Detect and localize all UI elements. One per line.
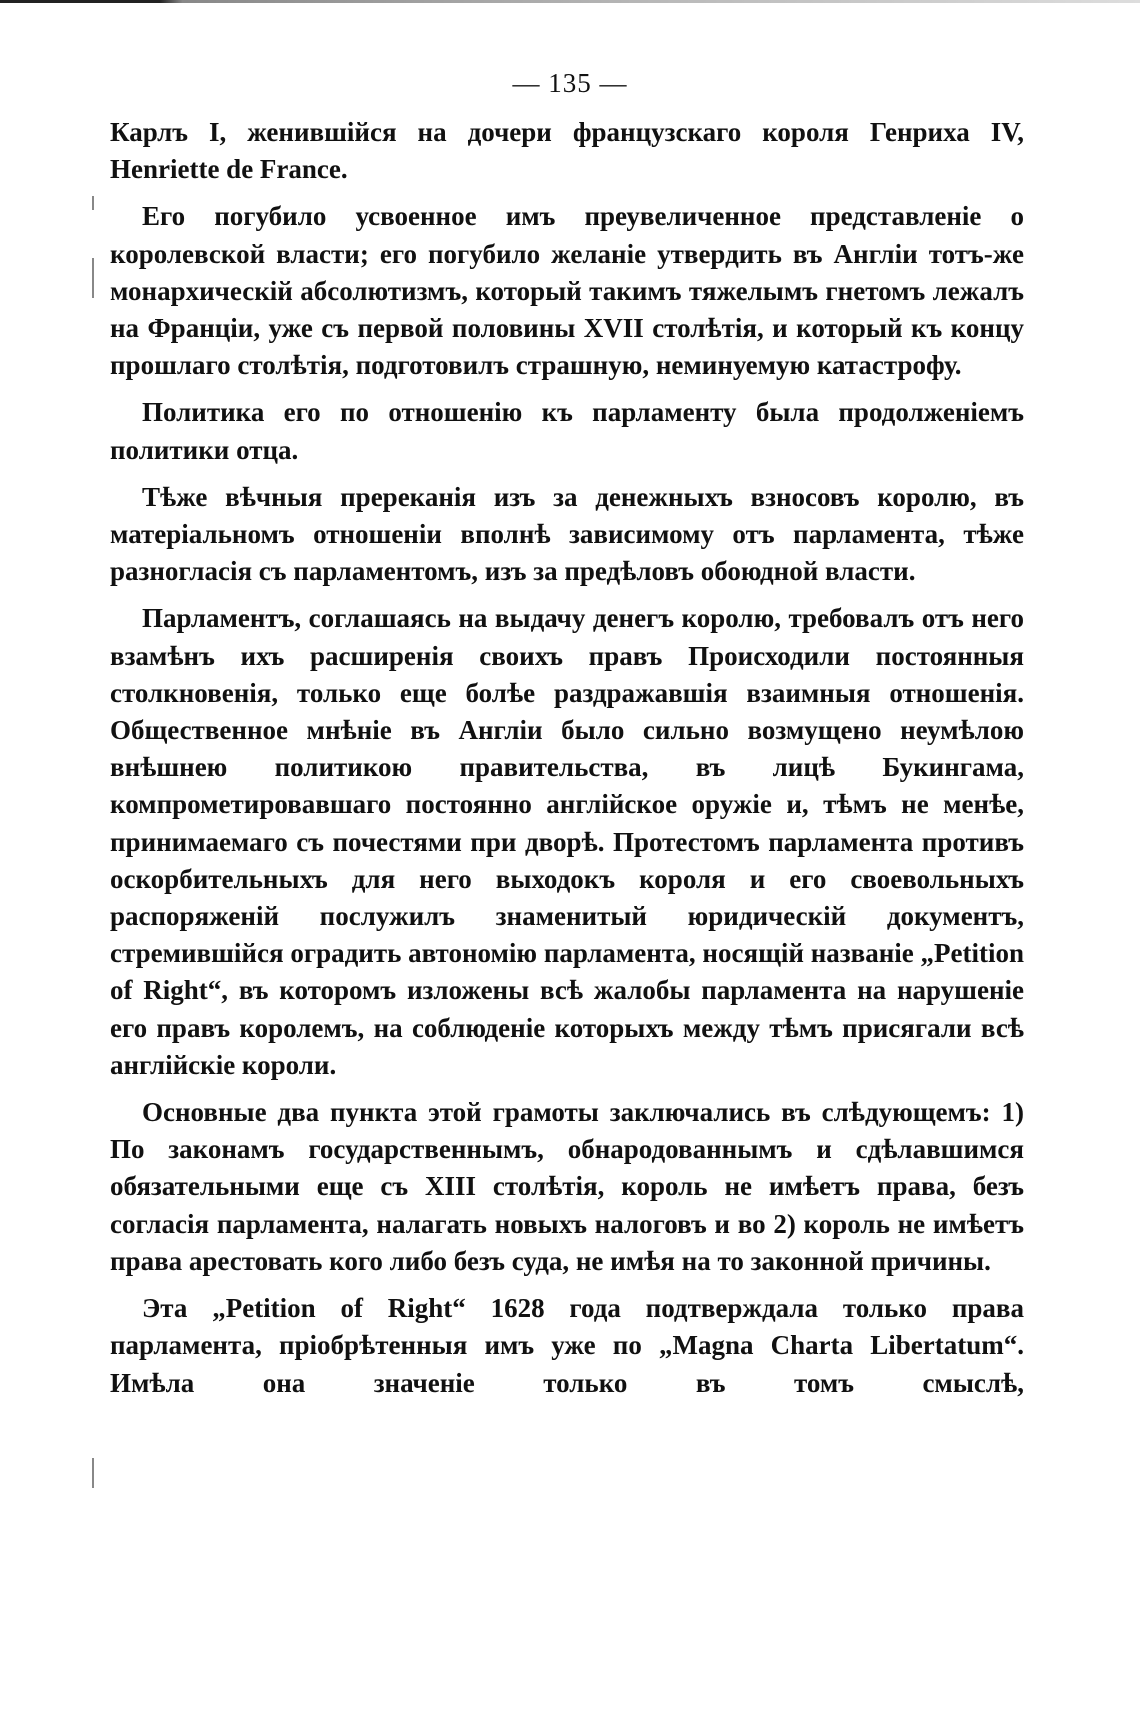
paragraph: Тѣже вѣчныя пререканія изъ за денежныхъ взносовъ королю, въ матеріальномъ отношеніи вполнѣ зависимому отъ парламента, тѣже разногласія съ парламентомъ, изъ за предѣловъ обоюдной власти. <box>110 481 1024 587</box>
paragraph: Политика его по отношенію къ парламенту была продолженіемъ политики отца. <box>110 397 1024 465</box>
paragraph: Основные два пункта этой грамоты заключались въ слѣдующемъ: 1) По законамъ государственнымъ, обнародованнымъ и сдѣлавшимся обязательными еще съ XIII столѣтія, король не имѣетъ права, безъ согласія парламента, налагать новыхъ налоговъ и во 2) король не имѣетъ права арестовать кого либо безъ суда, не имѣя на то законной причины. <box>110 1097 1024 1276</box>
margin-mark <box>92 196 94 210</box>
body-text <box>110 114 1024 1402</box>
paragraph: Эта „Petition of Right“ 1628 года подтверждала только права парламента, пріобрѣтенныя имъ уже по „Magna Charta Libertatum“. Имѣла она значеніе только въ томъ смыслѣ, <box>110 1293 1024 1398</box>
margin-mark <box>92 1458 94 1488</box>
page-number: — 135 — <box>512 68 628 98</box>
paragraph: Его погубило усвоенное имъ преувеличенное представленіе о королевской власти; его погубило желаніе утвердить въ Англіи тотъ-же монархическій абсолютизмъ, который такимъ тяжелымъ гнетомъ лежалъ на Франціи, уже съ первой половины XVII столѣтія, и который къ концу прошлаго столѣтія, подготовилъ страшную, неминуемую катастрофу. <box>110 201 1024 381</box>
paragraph: Парламентъ, соглашаясь на выдачу денегъ королю, требовалъ отъ него взамѣнъ ихъ расширенія своихъ правъ Происходили постоянныя столкновенія, только еще болѣе раздражавшія взаимныя отношенія. Общественное мнѣніе въ Англіи было сильно возмущено неумѣлою внѣшнею политикою правительства, въ лицѣ Букингама, компрометировавшаго постоянно англійское оружіе и, тѣмъ не менѣе, принимаемаго съ почестями при дворѣ. Протестомъ парламента противъ оскорбительныхъ для него выходокъ короля и его своевольныхъ распоряженій послужилъ знаменитый юридическій документъ, стремившійся оградить автономію парламента, носящій названіе „Petition of Right“, въ которомъ изложены всѣ жалобы парламента на нарушеніе его правъ королемъ, на соблюденіе которыхъ между тѣмъ присягали всѣ англійскіе короли. <box>110 603 1024 1080</box>
margin-mark <box>92 258 94 298</box>
paragraph: Карлъ I, женившійся на дочери французскаго короля Генриха IV, Henriette de France. <box>110 117 1024 185</box>
top-edge-rule <box>0 0 1140 3</box>
